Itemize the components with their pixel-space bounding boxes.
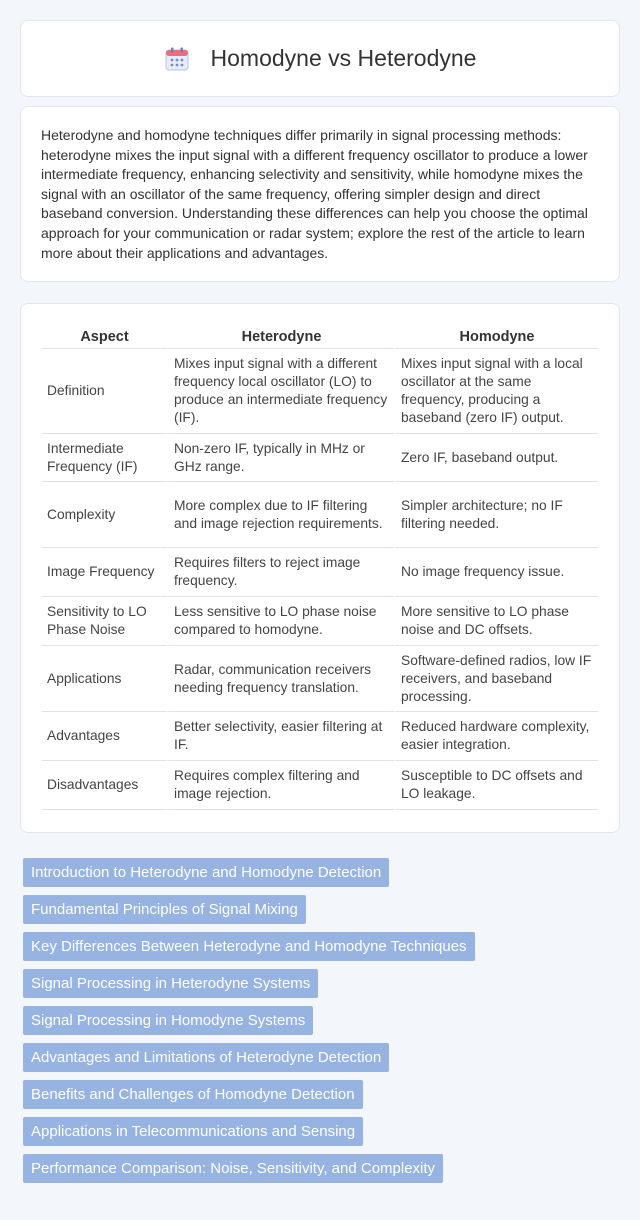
intro-card <box>20 106 620 282</box>
row-homodyne: More sensitive to LO phase noise and DC offsets. <box>394 597 598 646</box>
table-row <box>42 482 598 548</box>
row-heterodyne: Non-zero IF, typically in MHz or GHz range. <box>167 434 394 482</box>
row-aspect: Complexity <box>42 482 167 548</box>
title-card <box>20 20 620 97</box>
table-row <box>42 434 598 482</box>
calendar-icon <box>164 46 190 72</box>
header-homodyne: Homodyne <box>394 324 598 349</box>
toc-link[interactable]: Introduction to Heterodyne and Homodyne Detection <box>23 858 389 887</box>
page-title <box>164 45 477 72</box>
comparison-card <box>20 303 620 833</box>
row-heterodyne: Mixes input signal with a different frequency local oscillator (LO) to produce an intermediate frequency (IF). <box>167 349 394 434</box>
row-homodyne: Mixes input signal with a local oscillator at the same frequency, producing a baseband (zero IF) output. <box>394 349 598 434</box>
toc-link[interactable]: Key Differences Between Heterodyne and Homodyne Techniques <box>23 932 475 961</box>
row-homodyne: Zero IF, baseband output. <box>394 434 598 482</box>
table-row <box>42 349 598 434</box>
toc-link[interactable]: Applications in Telecommunications and Sensing <box>23 1117 363 1146</box>
toc-link[interactable]: Signal Processing in Heterodyne Systems <box>23 969 318 998</box>
row-aspect: Image Frequency <box>42 548 167 597</box>
intro-paragraph: Heterodyne and homodyne techniques differ primarily in signal processing methods: heterodyne mixes the input signal with a different frequency oscillator to produce a lower intermediate frequency, enhancing selectivity and sensitivity, while homodyne mixes the signal with an oscillator of the same frequency, offering simpler design and direct baseband conversion. Understanding these differences can help you choose the optimal approach for your communication or radar system; explore the rest of the article to learn more about their applications and advantages. <box>41 127 588 261</box>
row-heterodyne: Radar, communication receivers needing frequency translation. <box>167 646 394 712</box>
toc-link[interactable]: Benefits and Challenges of Homodyne Detection <box>23 1080 363 1109</box>
row-homodyne: No image frequency issue. <box>394 548 598 597</box>
table-row <box>42 646 598 712</box>
row-aspect: Advantages <box>42 712 167 761</box>
page-title-text: Homodyne vs Heterodyne <box>210 45 477 71</box>
toc-link[interactable]: Fundamental Principles of Signal Mixing <box>23 895 306 924</box>
row-heterodyne: Less sensitive to LO phase noise compared to homodyne. <box>167 597 394 646</box>
row-homodyne: Simpler architecture; no IF filtering needed. <box>394 482 598 548</box>
table-header-row <box>42 324 598 349</box>
row-aspect: Definition <box>42 349 167 434</box>
table-row <box>42 597 598 646</box>
row-aspect: Intermediate Frequency (IF) <box>42 434 167 482</box>
header-aspect: Aspect <box>42 324 167 349</box>
row-heterodyne: Better selectivity, easier filtering at IF. <box>167 712 394 761</box>
table-row <box>42 761 598 810</box>
row-homodyne: Susceptible to DC offsets and LO leakage. <box>394 761 598 810</box>
table-of-contents <box>23 858 640 1183</box>
row-heterodyne: More complex due to IF filtering and image rejection requirements. <box>167 482 394 548</box>
row-homodyne: Reduced hardware complexity, easier integration. <box>394 712 598 761</box>
toc-link[interactable]: Performance Comparison: Noise, Sensitivity, and Complexity <box>23 1154 443 1183</box>
row-heterodyne: Requires complex filtering and image rejection. <box>167 761 394 810</box>
toc-link[interactable]: Advantages and Limitations of Heterodyne Detection <box>23 1043 389 1072</box>
row-aspect: Sensitivity to LO Phase Noise <box>42 597 167 646</box>
comparison-table <box>42 324 598 810</box>
table-row <box>42 548 598 597</box>
row-heterodyne: Requires filters to reject image frequency. <box>167 548 394 597</box>
table-row <box>42 712 598 761</box>
row-aspect: Applications <box>42 646 167 712</box>
row-aspect: Disadvantages <box>42 761 167 810</box>
toc-link[interactable]: Signal Processing in Homodyne Systems <box>23 1006 313 1035</box>
row-homodyne: Software-defined radios, low IF receivers, and baseband processing. <box>394 646 598 712</box>
header-heterodyne: Heterodyne <box>167 324 394 349</box>
